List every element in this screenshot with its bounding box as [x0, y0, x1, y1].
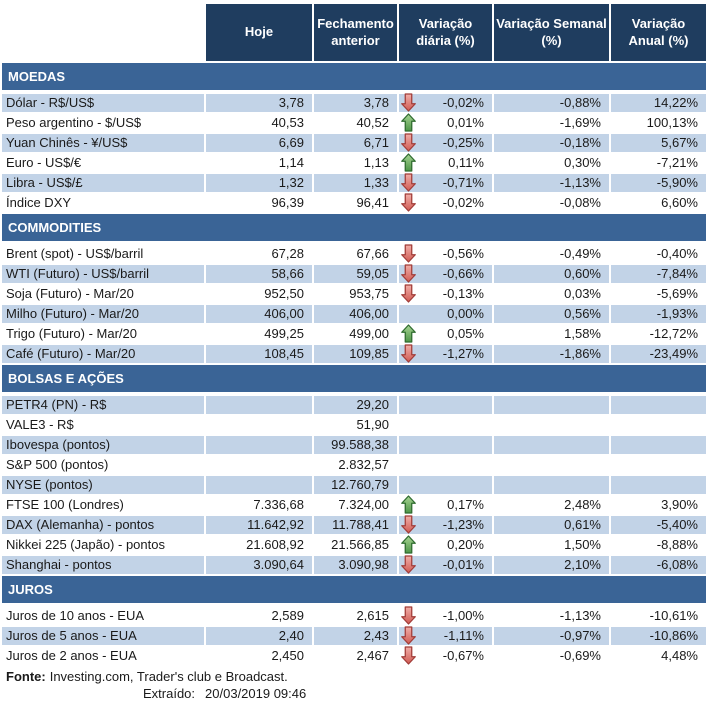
cell-variacao-anual: -5,90%: [611, 174, 706, 192]
cell-hoje: 2,589: [206, 607, 312, 625]
cell-variacao-semanal: -0,18%: [494, 134, 609, 152]
cell-variacao-diaria: [399, 536, 492, 554]
trend-down-indicator: [401, 606, 416, 625]
table-row: [2, 94, 706, 112]
row-label: Nikkei 225 (Japão) - pontos: [2, 536, 204, 554]
cell-variacao-semanal: [494, 396, 609, 414]
column-header-0: Hoje: [206, 4, 312, 61]
up-arrow-icon: [401, 324, 416, 343]
cell-hoje: 2,450: [206, 647, 312, 665]
row-label: Juros de 5 anos - EUA: [2, 627, 204, 645]
cell-variacao-diaria: [399, 456, 492, 474]
cell-hoje: 11.642,92: [206, 516, 312, 534]
cell-variacao-semanal: [494, 416, 609, 434]
cell-variacao-anual: -0,40%: [611, 245, 706, 263]
cell-hoje: 406,00: [206, 305, 312, 323]
table-row: [2, 627, 706, 645]
cell-variacao-anual: 3,90%: [611, 496, 706, 514]
cell-variacao-anual: [611, 476, 706, 494]
source-text: Investing.com, Trader's club e Broadcast.: [49, 669, 288, 684]
cell-variacao-semanal: -0,69%: [494, 647, 609, 665]
row-label: Índice DXY: [2, 194, 204, 212]
cell-fechamento-anterior: 59,05: [314, 265, 397, 283]
cell-variacao-anual: [611, 396, 706, 414]
cell-variacao-semanal: -0,97%: [494, 627, 609, 645]
cell-variacao-diaria: [399, 194, 492, 212]
cell-variacao-semanal: 2,10%: [494, 556, 609, 574]
section-header-moedas: MOEDAS: [2, 63, 706, 90]
cell-variacao-diaria: [399, 396, 492, 414]
cell-hoje: 7.336,68: [206, 496, 312, 514]
trend-down-indicator: [401, 284, 416, 303]
cell-variacao-semanal: -0,49%: [494, 245, 609, 263]
down-arrow-icon: [401, 264, 416, 283]
cell-variacao-anual: 6,60%: [611, 194, 706, 212]
extracted-label: Extraído:: [143, 686, 196, 701]
cell-fechamento-anterior: 499,00: [314, 325, 397, 343]
cell-value: -0,02%: [442, 95, 484, 110]
cell-variacao-diaria: [399, 94, 492, 112]
table-header-row: [2, 4, 706, 61]
down-arrow-icon: [401, 555, 416, 574]
cell-variacao-diaria: [399, 265, 492, 283]
cell-value: -0,25%: [442, 135, 484, 150]
cell-variacao-diaria: [399, 245, 492, 263]
cell-variacao-semanal: 0,61%: [494, 516, 609, 534]
extracted-line: [2, 685, 711, 702]
cell-variacao-anual: [611, 436, 706, 454]
table-row: [2, 647, 706, 665]
cell-variacao-anual: 14,22%: [611, 94, 706, 112]
row-label: Yuan Chinês - ¥/US$: [2, 134, 204, 152]
cell-variacao-semanal: -1,13%: [494, 607, 609, 625]
cell-variacao-diaria: [399, 476, 492, 494]
cell-variacao-semanal: 2,48%: [494, 496, 609, 514]
down-arrow-icon: [401, 133, 416, 152]
cell-fechamento-anterior: 2,43: [314, 627, 397, 645]
source-line: [2, 668, 711, 685]
cell-variacao-anual: 4,48%: [611, 647, 706, 665]
cell-hoje: [206, 396, 312, 414]
table-row: [2, 114, 706, 132]
trend-down-indicator: [401, 133, 416, 152]
down-arrow-icon: [401, 515, 416, 534]
row-label: FTSE 100 (Londres): [2, 496, 204, 514]
row-label: S&P 500 (pontos): [2, 456, 204, 474]
cell-variacao-semanal: -1,69%: [494, 114, 609, 132]
row-label: Ibovespa (pontos): [2, 436, 204, 454]
cell-variacao-semanal: 0,30%: [494, 154, 609, 172]
cell-fechamento-anterior: 2,615: [314, 607, 397, 625]
cell-fechamento-anterior: 29,20: [314, 396, 397, 414]
cell-variacao-diaria: [399, 436, 492, 454]
trend-down-indicator: [401, 193, 416, 212]
row-label: NYSE (pontos): [2, 476, 204, 494]
column-header-1: Fechamento anterior: [314, 4, 397, 61]
cell-variacao-semanal: 0,03%: [494, 285, 609, 303]
up-arrow-icon: [401, 153, 416, 172]
cell-fechamento-anterior: 67,66: [314, 245, 397, 263]
cell-fechamento-anterior: 21.566,85: [314, 536, 397, 554]
table-row: [2, 285, 706, 303]
down-arrow-icon: [401, 344, 416, 363]
cell-value: 0,11%: [448, 155, 484, 170]
table-row: [2, 476, 706, 494]
cell-hoje: 96,39: [206, 194, 312, 212]
cell-hoje: 67,28: [206, 245, 312, 263]
cell-fechamento-anterior: 1,13: [314, 154, 397, 172]
cell-hoje: 3.090,64: [206, 556, 312, 574]
trend-up-indicator: [401, 153, 416, 172]
row-label: PETR4 (PN) - R$: [2, 396, 204, 414]
table-row: [2, 496, 706, 514]
table-row: [2, 516, 706, 534]
cell-value: -1,00%: [442, 608, 484, 623]
up-arrow-icon: [401, 535, 416, 554]
cell-hoje: 2,40: [206, 627, 312, 645]
table-row: [2, 607, 706, 625]
cell-value: -0,01%: [442, 557, 484, 572]
cell-variacao-diaria: [399, 134, 492, 152]
cell-variacao-diaria: [399, 154, 492, 172]
cell-variacao-semanal: [494, 476, 609, 494]
section-header-juros: JUROS: [2, 576, 706, 603]
row-label: Milho (Futuro) - Mar/20: [2, 305, 204, 323]
cell-variacao-diaria: [399, 114, 492, 132]
trend-down-indicator: [401, 344, 416, 363]
cell-variacao-semanal: 1,58%: [494, 325, 609, 343]
row-label: Shanghai - pontos: [2, 556, 204, 574]
cell-hoje: 499,25: [206, 325, 312, 343]
cell-variacao-diaria: [399, 345, 492, 363]
section-header-bolsas-e-ac-o-es: BOLSAS E AÇÕES: [2, 365, 706, 392]
cell-variacao-diaria: [399, 174, 492, 192]
cell-fechamento-anterior: 12.760,79: [314, 476, 397, 494]
table-row: [2, 265, 706, 283]
table-row: [2, 396, 706, 414]
cell-value: 0,05%: [447, 326, 484, 341]
cell-variacao-anual: -5,40%: [611, 516, 706, 534]
row-label: Café (Futuro) - Mar/20: [2, 345, 204, 363]
table-row: [2, 194, 706, 212]
table-row: [2, 325, 706, 343]
cell-value: 0,01%: [447, 115, 484, 130]
cell-fechamento-anterior: 6,71: [314, 134, 397, 152]
column-header-2: Variação diária (%): [399, 4, 492, 61]
down-arrow-icon: [401, 284, 416, 303]
row-label: Juros de 2 anos - EUA: [2, 647, 204, 665]
down-arrow-icon: [401, 93, 416, 112]
table-row: [2, 556, 706, 574]
table-row: [2, 536, 706, 554]
trend-up-indicator: [401, 324, 416, 343]
cell-variacao-anual: -10,61%: [611, 607, 706, 625]
cell-variacao-diaria: [399, 607, 492, 625]
extracted-timestamp: 20/03/2019 09:46: [205, 686, 307, 701]
up-arrow-icon: [401, 113, 416, 132]
cell-variacao-semanal: 0,60%: [494, 265, 609, 283]
cell-variacao-diaria: [399, 556, 492, 574]
cell-fechamento-anterior: 2.832,57: [314, 456, 397, 474]
trend-down-indicator: [401, 515, 416, 534]
row-label: Libra - US$/£: [2, 174, 204, 192]
cell-fechamento-anterior: 406,00: [314, 305, 397, 323]
table-row: [2, 305, 706, 323]
cell-variacao-anual: -6,08%: [611, 556, 706, 574]
cell-value: -1,23%: [442, 517, 484, 532]
row-label: Trigo (Futuro) - Mar/20: [2, 325, 204, 343]
trend-up-indicator: [401, 535, 416, 554]
row-label: Dólar - R$/US$: [2, 94, 204, 112]
cell-variacao-diaria: [399, 647, 492, 665]
cell-variacao-semanal: -1,86%: [494, 345, 609, 363]
table-body: [2, 63, 711, 665]
cell-fechamento-anterior: 96,41: [314, 194, 397, 212]
cell-hoje: 3,78: [206, 94, 312, 112]
trend-down-indicator: [401, 555, 416, 574]
cell-variacao-diaria: [399, 325, 492, 343]
section-header-commodities: COMMODITIES: [2, 214, 706, 241]
cell-variacao-anual: -12,72%: [611, 325, 706, 343]
cell-hoje: 21.608,92: [206, 536, 312, 554]
cell-variacao-anual: -7,21%: [611, 154, 706, 172]
down-arrow-icon: [401, 606, 416, 625]
cell-value: -0,66%: [442, 266, 484, 281]
cell-hoje: [206, 456, 312, 474]
cell-variacao-diaria: [399, 627, 492, 645]
cell-fechamento-anterior: 11.788,41: [314, 516, 397, 534]
cell-fechamento-anterior: 7.324,00: [314, 496, 397, 514]
trend-down-indicator: [401, 646, 416, 665]
row-label: WTI (Futuro) - US$/barril: [2, 265, 204, 283]
row-label: Brent (spot) - US$/barril: [2, 245, 204, 263]
trend-down-indicator: [401, 244, 416, 263]
cell-variacao-semanal: 0,56%: [494, 305, 609, 323]
column-header-4: Variação Anual (%): [611, 4, 706, 61]
row-label: Euro - US$/€: [2, 154, 204, 172]
table-row: [2, 345, 706, 363]
table-row: [2, 245, 706, 263]
trend-up-indicator: [401, 495, 416, 514]
row-label: Soja (Futuro) - Mar/20: [2, 285, 204, 303]
cell-value: -0,67%: [442, 648, 484, 663]
table-row: [2, 134, 706, 152]
cell-variacao-diaria: [399, 496, 492, 514]
cell-fechamento-anterior: 3.090,98: [314, 556, 397, 574]
cell-fechamento-anterior: 2,467: [314, 647, 397, 665]
cell-variacao-diaria: [399, 416, 492, 434]
cell-variacao-anual: 100,13%: [611, 114, 706, 132]
down-arrow-icon: [401, 626, 416, 645]
cell-hoje: [206, 416, 312, 434]
cell-variacao-semanal: [494, 456, 609, 474]
cell-hoje: 1,14: [206, 154, 312, 172]
cell-hoje: 108,45: [206, 345, 312, 363]
table-row: [2, 416, 706, 434]
cell-value: 0,20%: [447, 537, 484, 552]
cell-variacao-diaria: [399, 516, 492, 534]
row-label: Juros de 10 anos - EUA: [2, 607, 204, 625]
cell-value: -0,02%: [442, 195, 484, 210]
report-footer: [2, 668, 711, 702]
down-arrow-icon: [401, 173, 416, 192]
cell-fechamento-anterior: 99.588,38: [314, 436, 397, 454]
cell-hoje: 6,69: [206, 134, 312, 152]
cell-value: -1,11%: [443, 628, 484, 643]
cell-variacao-anual: -5,69%: [611, 285, 706, 303]
cell-hoje: [206, 476, 312, 494]
cell-fechamento-anterior: 3,78: [314, 94, 397, 112]
cell-value: -0,71%: [442, 175, 484, 190]
cell-fechamento-anterior: 1,33: [314, 174, 397, 192]
cell-hoje: 1,32: [206, 174, 312, 192]
trend-down-indicator: [401, 173, 416, 192]
table-row: [2, 436, 706, 454]
cell-fechamento-anterior: 51,90: [314, 416, 397, 434]
trend-down-indicator: [401, 264, 416, 283]
cell-variacao-anual: -1,93%: [611, 305, 706, 323]
column-header-3: Variação Semanal (%): [494, 4, 609, 61]
cell-variacao-diaria: [399, 285, 492, 303]
cell-variacao-anual: -7,84%: [611, 265, 706, 283]
cell-variacao-anual: 5,67%: [611, 134, 706, 152]
cell-fechamento-anterior: 40,52: [314, 114, 397, 132]
cell-variacao-semanal: [494, 436, 609, 454]
cell-variacao-anual: -8,88%: [611, 536, 706, 554]
cell-hoje: 40,53: [206, 114, 312, 132]
cell-variacao-semanal: -0,08%: [494, 194, 609, 212]
cell-variacao-anual: [611, 416, 706, 434]
cell-variacao-anual: -23,49%: [611, 345, 706, 363]
cell-hoje: [206, 436, 312, 454]
cell-variacao-anual: -10,86%: [611, 627, 706, 645]
cell-variacao-semanal: 1,50%: [494, 536, 609, 554]
row-label: Peso argentino - $/US$: [2, 114, 204, 132]
trend-up-indicator: [401, 113, 416, 132]
table-row: [2, 456, 706, 474]
row-label: VALE3 - R$: [2, 416, 204, 434]
cell-hoje: 952,50: [206, 285, 312, 303]
table-row: [2, 174, 706, 192]
trend-down-indicator: [401, 93, 416, 112]
down-arrow-icon: [401, 646, 416, 665]
cell-fechamento-anterior: 109,85: [314, 345, 397, 363]
cell-variacao-anual: [611, 456, 706, 474]
trend-down-indicator: [401, 626, 416, 645]
cell-variacao-diaria: 0,00%: [399, 305, 492, 323]
cell-fechamento-anterior: 953,75: [314, 285, 397, 303]
table-row: [2, 154, 706, 172]
down-arrow-icon: [401, 193, 416, 212]
cell-variacao-semanal: -1,13%: [494, 174, 609, 192]
row-label: DAX (Alemanha) - pontos: [2, 516, 204, 534]
cell-value: -0,56%: [442, 246, 484, 261]
down-arrow-icon: [401, 244, 416, 263]
cell-hoje: 58,66: [206, 265, 312, 283]
up-arrow-icon: [401, 495, 416, 514]
cell-value: -1,27%: [442, 346, 484, 361]
cell-variacao-semanal: -0,88%: [494, 94, 609, 112]
cell-value: 0,17%: [447, 497, 484, 512]
cell-value: -0,13%: [442, 286, 484, 301]
header-corner-blank: [2, 4, 204, 61]
source-label: Fonte:: [6, 669, 46, 684]
